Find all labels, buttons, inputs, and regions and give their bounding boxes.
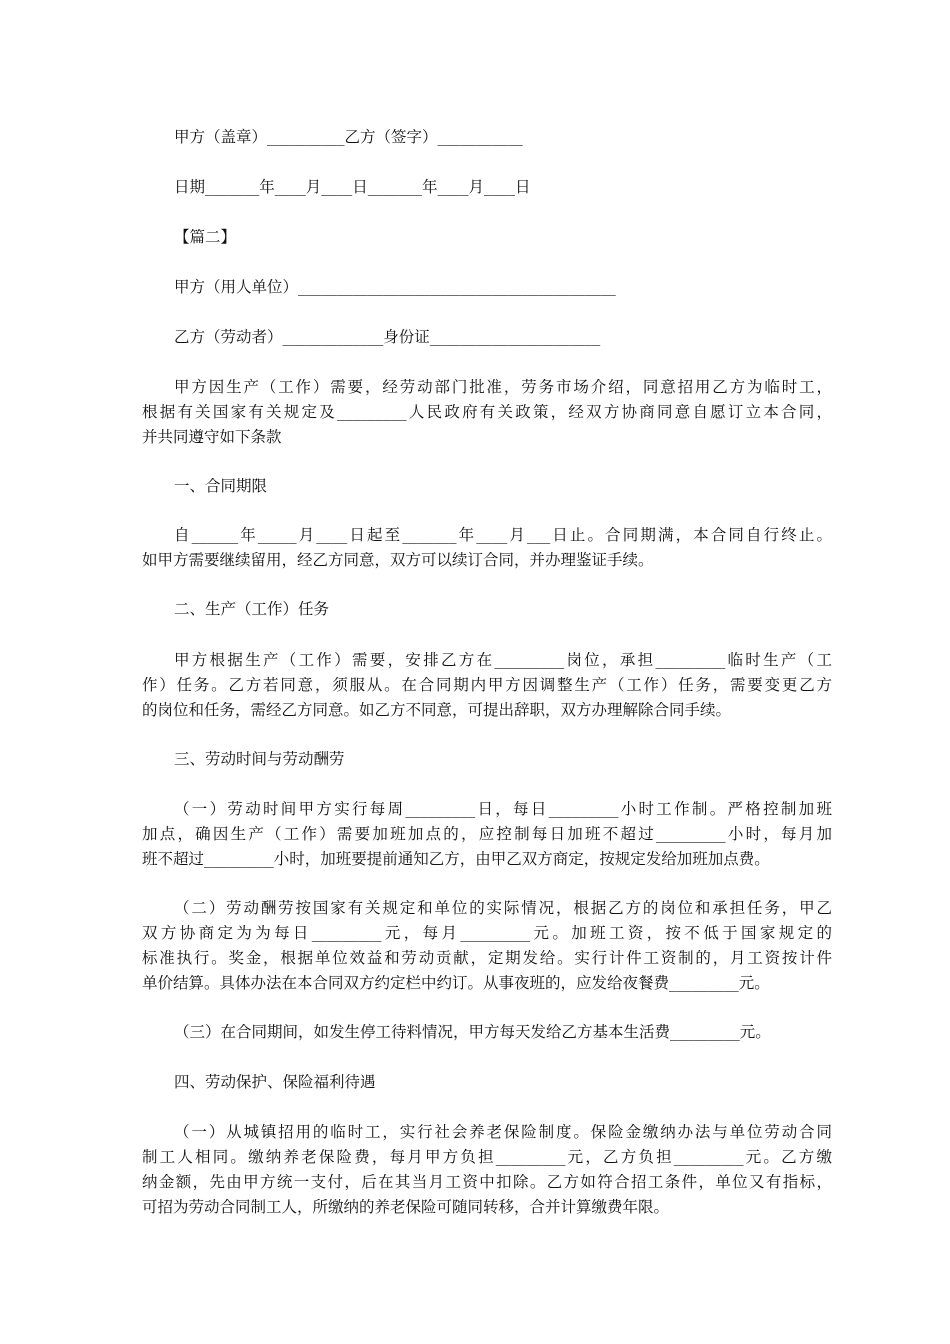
section-title: 【篇二】	[174, 228, 237, 246]
clause2-paragraph	[142, 648, 832, 723]
clause3-sub2-line: 标准执行。奖金，根据单位效益和劳动贡献，定期发给。实行计件工资制的，月工资按计件	[142, 949, 832, 967]
clause2-line: 作）任务。乙方若同意，须服从。在合同期内甲方因调整生产（工作）任务，需要变更乙方	[142, 676, 832, 694]
clause3-sub2-line: （二）劳动酬劳按国家有关规定和单位的实际情况，根据乙方的岗位和承担任务，甲乙	[174, 899, 832, 917]
clause3-sub3: （三）在合同期间，如发生停工待料情况，甲方每天发给乙方基本生活费_________元。	[174, 1023, 771, 1041]
clause3-heading: 三、劳动时间与劳动酬劳	[174, 750, 345, 768]
clause4-sub1-line: 纳金额，先由甲方统一支付，后在其当月工资中扣除。乙方如符合招工条件，单位又有指标，	[142, 1173, 832, 1191]
clause4-sub1	[142, 1120, 832, 1220]
clause2-line: 的岗位和任务，需经乙方同意。如乙方不同意，可提出辞职，双方办理解除合同手续。	[142, 701, 732, 719]
clause1-line: 自______年_____月____日起至_______年____月___日止。合同期满，本合同自行终止。	[174, 526, 832, 544]
clause2-heading: 二、生产（工作）任务	[174, 600, 330, 618]
clause4-sub1-line: 可招为劳动合同制工人，所缴纳的养老保险可随同转移，合并计算缴费年限。	[142, 1198, 670, 1216]
clause3-sub2-line: 双方协商定为为每日_________元，每月_________元。加班工资，按不低于国家规定的	[142, 924, 832, 942]
clause1-line: 如甲方需要继续留用，经乙方同意，双方可以续订合同，并办理鉴证手续。	[142, 551, 654, 569]
clause4-heading: 四、劳动保护、保险福利待遇	[174, 1073, 376, 1091]
clause4-sub1-line: （一）从城镇招用的临时工，实行社会养老保险制度。保险金缴纳办法与单位劳动合同	[174, 1123, 832, 1141]
clause4-sub1-line: 制工人相同。缴纳养老保险费，每月甲方负担_________元，乙方负担_________元。乙方缴	[142, 1148, 832, 1166]
clause2-line: 甲方根据生产（工作）需要，安排乙方在_________岗位，承担_________临时生产（工	[174, 651, 832, 669]
party-b-line: 乙方（劳动者）_____________身份证______________________	[174, 328, 601, 346]
clause1-paragraph	[142, 523, 832, 573]
clause3-sub1	[142, 797, 832, 872]
clause3-sub1-line: 班不超过_________小时，加班要提前通知乙方，由甲乙双方商定，按规定发给加班加点费。	[142, 850, 770, 868]
intro-line: 并共同遵守如下条款	[142, 428, 282, 446]
party-a-line: 甲方（用人单位）_________________________________________	[174, 278, 616, 296]
clause3-sub1-line: 加点，确因生产（工作）需要加班加点的，应控制每日加班不超过_________小时，每月加	[142, 825, 832, 843]
signature-line: 甲方（盖章）__________乙方（签字）___________	[174, 128, 523, 146]
clause3-sub2	[142, 896, 832, 996]
intro-line: 根据有关国家有关规定及_________人民政府有关政策，经双方协商同意自愿订立本合同，	[142, 403, 832, 421]
clause3-sub1-line: （一）劳动时间甲方实行每周_________日，每日_________小时工作制。严格控制加班	[174, 800, 832, 818]
clause1-heading: 一、合同期限	[174, 477, 268, 495]
intro-paragraph	[142, 375, 832, 450]
date-line: 日期_______年____月____日_______年____月____日	[174, 178, 531, 196]
clause3-sub2-line: 单价结算。具体办法在本合同双方约定栏中约订。从事夜班的，应发给夜餐费_________元。	[142, 974, 770, 992]
intro-line: 甲方因生产（工作）需要，经劳动部门批准，劳务市场介绍，同意招用乙方为临时工，	[174, 378, 832, 396]
